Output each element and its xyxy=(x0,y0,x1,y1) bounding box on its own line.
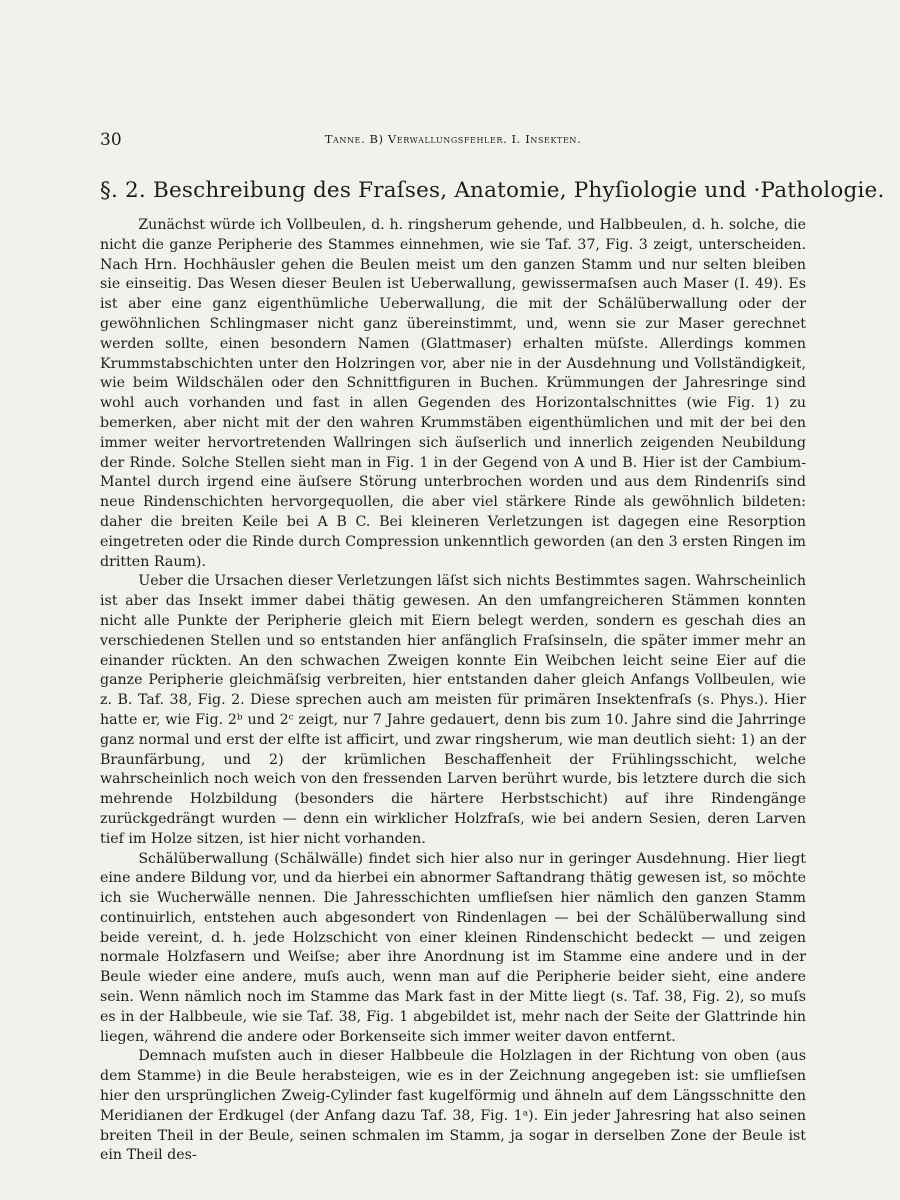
page-header xyxy=(100,130,806,156)
paragraph-3: Schälüberwallung (Schälwälle) findet sich hier also nur in geringer Ausdehnung. Hier liegt eine andere Bildung vor, und da hierbei ein abnormer Saftandrang thätig gewesen ist, so möchte ich sie Wucherwälle nennen. Die Jahresschichten umflieſsen hier nämlich den ganzen Stamm continuirlich, entstehen auch abgesondert von Rindenlagen — bei der Schälüberwallung sind beide vereint, d. h. jede Holzschicht von einer kleinen Rindenschicht bedeckt — und zeigen normale Holzfasern und Weiſse; aber ihre Anordnung ist im Stamme eine andere und in der Beule wieder eine andere, muſs auch, wenn man auf die Peripherie beider sieht, eine andere sein. Wenn nämlich noch im Stamme das Mark fast in der Mitte liegt (s. Taf. 38, Fig. 2), so muſs es in der Halbbeule, wie sie Taf. 38, Fig. 1 abgebildet ist, mehr nach der Seite der Glattrinde hin liegen, während die andere oder Borkenseite sich immer weiter davon entfernt. xyxy=(100,850,806,1045)
section-heading: §. 2. Beschreibung des Fraſses, Anatomie, Phyſiologie und ·Pathologie. xyxy=(100,178,885,203)
paragraph-2: Ueber die Ursachen dieser Verletzungen läſst sich nichts Bestimmtes sagen. Wahrscheinlich ist aber das Insekt immer dabei thätig gewesen. An den umfangreicheren Stämmen konnten nicht alle Punkte der Peripherie gleich mit Eiern belegt werden, sondern es geschah dies an verschiedenen Stellen und so entstanden hier anfänglich Fraſsinseln, die später immer mehr an einander rückten. An den schwachen Zweigen konnte Ein Weibchen leicht seine Eier auf die ganze Peripherie gleichmäſsig verbreiten, hier entstanden daher gleich Anfangs Vollbeulen, wie z. B. Taf. 38, Fig. 2. Diese sprechen auch am meisten für primären Insektenfraſs (s. Phys.). Hier hatte er, wie Fig. 2ᵇ und 2ᶜ zeigt, nur 7 Jahre gedauert, denn bis zum 10. Jahre sind die Jahrringe ganz normal und erst der elfte ist afficirt, und zwar ringsherum, wie man deutlich sieht: 1) an der Braunfärbung, und 2) der krümlichen Beschaffenheit der Frühlingsschicht, welche wahrscheinlich noch weich von den fressenden Larven berührt wurde, bis letztere durch die sich mehrende Holzbildung (besonders die härtere Herbstschicht) auf ihre Rindengänge zurückgedrängt wurden — denn ein wirklicher Holzfraſs, wie bei andern Sesien, deren Larven tief im Holze sitzen, ist hier nicht vorhanden. xyxy=(100,573,806,847)
page-number: 30 xyxy=(100,130,122,150)
paragraph-1: Zunächst würde ich Vollbeulen, d. h. ringsherum gehende, und Halbbeulen, d. h. solche, die nicht die ganze Peripherie des Stammes einnehmen, wie sie Taf. 37, Fig. 3 zeigt, unterscheiden. Nach Hrn. Hochhäusler gehen die Beulen meist um den ganzen Stamm und nur selten bleiben sie einseitig. Das Wesen dieser Beulen ist Ueberwallung, gewissermaſsen auch Maser (I. 49). Es ist aber eine ganz eigenthümliche Ueberwallung, die mit der Schälüberwallung oder der gewöhnlichen Schlingmaser nicht ganz übereinstimmt, und, wenn sie zur Maser gerechnet werden sollte, einen besondern Namen (Glattmaser) erhalten müſste. Allerdings kommen Krummstabschichten unter den Holzringen vor, aber nie in der Ausdehnung und Vollständigkeit, wie beim Wildschälen oder den Schnittfiguren in Buchen. Krümmungen der Jahresringe sind wohl auch vorhanden und fast in allen Gegenden des Horizontalschnittes (wie Fig. 1) zu bemerken, aber nicht mit der den wahren Krummstäben eigenthümlichen und mit der bei den immer weiter hervortretenden Wallringen sich äuſserlich und innerlich zeigenden Neubildung der Rinde. Solche Stellen sieht man in Fig. 1 in der Gegend von A und B. Hier ist der Cambium-Mantel durch irgend eine äuſsere Störung unterbrochen worden und aus dem Rindenriſs sind neue Rindenschichten hervorgequollen, die aber viel stärkere Rinde als gewöhnlich bildeten: daher die breiten Keile bei A B C. Bei kleineren Verletzungen ist dagegen eine Resorption eingetreten oder die Rinde durch Compression unkenntlich geworden (an den 3 ersten Ringen im dritten Raum). xyxy=(100,217,806,570)
body-text xyxy=(100,216,806,1166)
paragraph-4: Demnach muſsten auch in dieser Halbbeule die Holzlagen in der Richtung von oben (aus dem Stamme) in die Beule herabsteigen, wie es in der Zeichnung angegeben ist: sie umflieſsen hier den ursprünglichen Zweig-Cylinder fast kugelförmig und ähneln auf dem Längsschnitte den Meridianen der Erdkugel (der Anfang dazu Taf. 38, Fig. 1ᵃ). Ein jeder Jahresring hat also seinen breiten Theil in der Beule, seinen schmalen im Stamm, ja sogar in derselben Zone der Beule ist ein Theil des- xyxy=(100,1048,806,1164)
running-head: Tanne. B) Verwallungsfehler. I. Insekten. xyxy=(324,132,582,146)
